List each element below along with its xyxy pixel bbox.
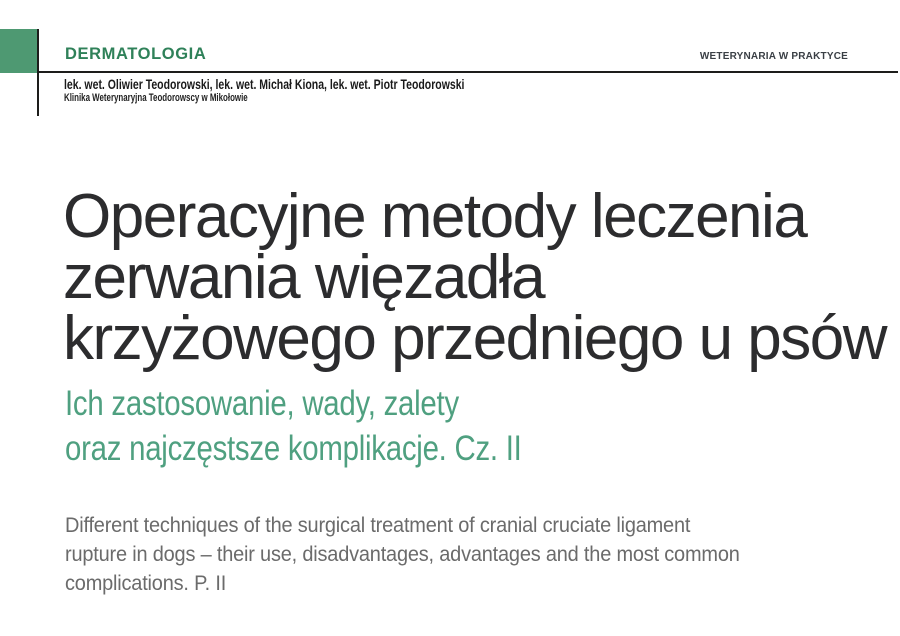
- article-title: [63, 182, 887, 373]
- accent-square: [0, 29, 37, 73]
- section-label: DERMATOLOGIA: [65, 45, 207, 63]
- english-abstract: [65, 511, 740, 598]
- abstract-line-3: complications. P. II: [65, 572, 227, 595]
- subtitle-line-1: Ich zastosowanie, wady, zalety: [65, 384, 459, 423]
- abstract-line-2: rupture in dogs – their use, disadvantages, advantages and the most common: [65, 543, 740, 566]
- title-line-3: krzyżowego przedniego u psów: [63, 304, 887, 373]
- title-line-1: Operacyjne metody leczenia: [63, 182, 807, 251]
- horizontal-rule: [38, 71, 898, 73]
- affiliation-line: Klinika Weterynaryjna Teodorowscy w Mikołowie: [64, 92, 248, 104]
- journal-name: WETERYNARIA W PRAKTYCE: [699, 51, 848, 62]
- subtitle-line-2: oraz najczęstsze komplikacje. Cz. II: [65, 429, 522, 468]
- authors-line: lek. wet. Oliwier Teodorowski, lek. wet. Michał Kiona, lek. wet. Piotr Teodorowski: [64, 76, 465, 92]
- article-subtitle: [65, 381, 522, 471]
- title-line-2: zerwania więzadła: [63, 243, 545, 312]
- abstract-line-1: Different techniques of the surgical treatment of cranial cruciate ligament: [65, 514, 691, 537]
